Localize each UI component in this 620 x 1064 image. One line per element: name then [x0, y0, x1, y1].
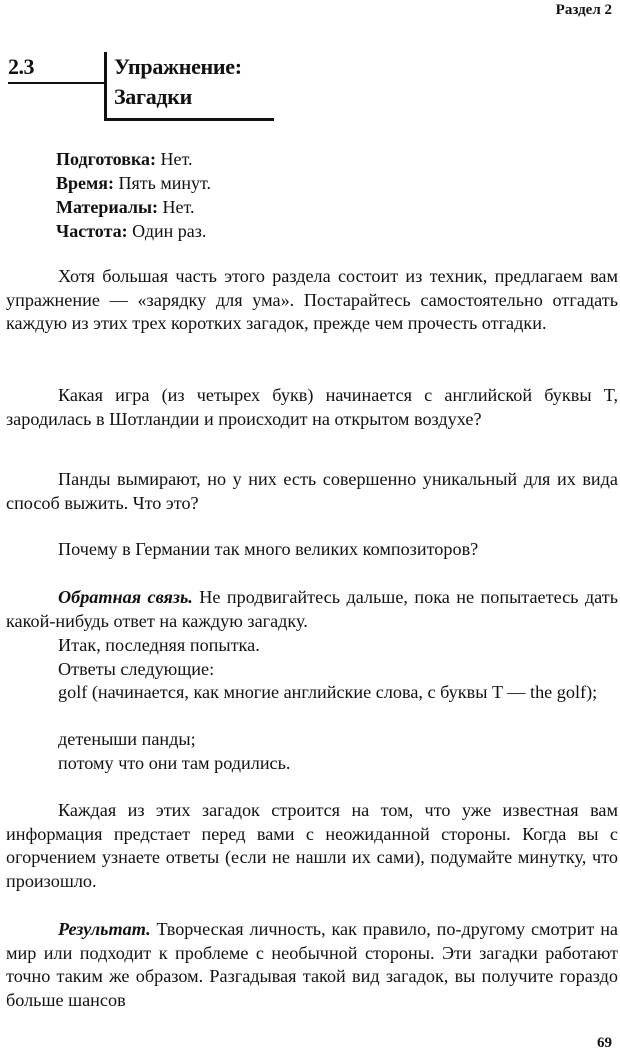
meta-preparation: Подготовка: Нет. — [56, 149, 193, 169]
section-number: 2.3 — [8, 54, 34, 79]
page-number: 69 — [597, 1035, 612, 1051]
paragraph-explanation: Каждая из этих загадок строится на том, что уже известная вам информация предстает перед вами с неожиданной стороны. Когда вы с огорчением узнаете ответы (если не нашли их сами), подумайте минутку, что произошло. — [6, 800, 618, 891]
heading-rule-horizontal-bottom — [104, 118, 274, 121]
meta-frequency: Частота: Один раз. — [56, 221, 207, 241]
section-title-line2: Загадки — [114, 84, 192, 109]
last-try-line: Итак, последняя попытка. — [58, 635, 260, 655]
running-head: Раздел 2 — [555, 2, 612, 18]
section-heading — [8, 52, 270, 124]
answers-intro-line: Ответы следующие: — [58, 658, 215, 679]
paragraph-intro: Хотя большая часть этого раздела состоит из техник, предлагаем вам упражнение — «зарядку для ума». Постарайтесь самостоятельно отгадать каждую из этих трех коротких загадок, прежде чем прочесть отгадки. — [6, 266, 618, 334]
answer-3: потому что они там родились. — [58, 752, 291, 773]
feedback-label: Обратная связь. — [58, 587, 193, 607]
answers-block-2 — [58, 728, 618, 775]
meta-materials: Материалы: Нет. — [56, 197, 195, 217]
section-title-line1: Упражнение: — [114, 54, 242, 79]
paragraph-riddle2: Панды вымирают, но у них есть совершенно уникальный для их вида способ выжить. Что это? — [6, 469, 618, 513]
section-title — [114, 52, 242, 112]
answers-block — [58, 634, 618, 681]
heading-rule-horizontal-left — [8, 82, 104, 84]
answer-2: детеныши панды; — [58, 729, 196, 749]
paragraph-result: Результат. Творческая личность, как правило, по-другому смотрит на мир или подходит к проблеме с необычной стороны. Эти загадки работают точно таким же образом. Разгадывая такой вид загадок, вы получите гораздо больше шансов — [6, 919, 618, 1010]
paragraph-feedback: Обратная связь. Не продвигайтесь дальше, пока не попытаетесь дать какой-нибудь ответ на каждую загадку. — [6, 587, 618, 631]
paragraph-riddle3: Почему в Германии так много великих композиторов? — [58, 539, 479, 559]
heading-rule-vertical — [104, 52, 107, 118]
paragraph-riddle1: Какая игра (из четырех букв) начинается с английской буквы T, зародилась в Шотландии и происходит на открытом воздухе? — [6, 385, 618, 429]
meta-time: Время: Пять минут. — [56, 173, 212, 193]
result-label: Результат. — [58, 919, 151, 939]
exercise-meta — [56, 147, 211, 243]
answer-1: golf (начинается, как многие английские слова, с буквы T — the golf); — [58, 682, 598, 702]
